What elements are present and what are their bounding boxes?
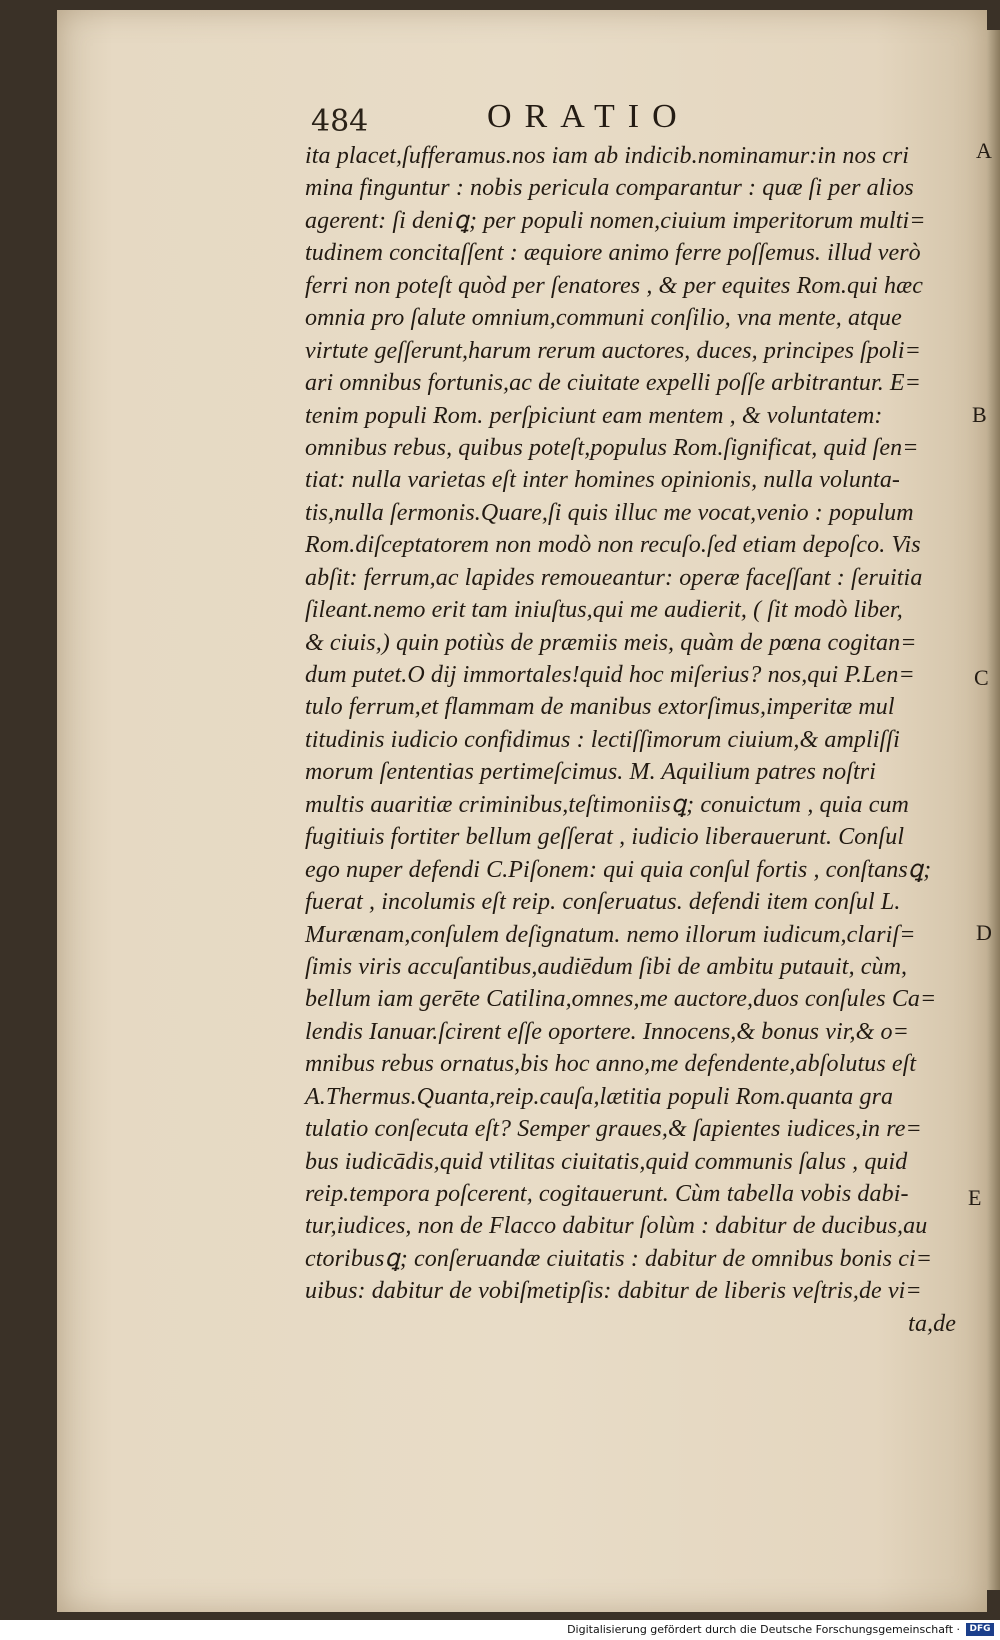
text-line: bellum iam gerēte Catilina,omnes,me auctore,duos conſules Ca=	[305, 986, 937, 1013]
page-number: 484	[311, 104, 369, 139]
margin-letter-a: A	[976, 138, 992, 163]
text-line: multis auaritiæ criminibus,teſtimoniisꝗ; conuictum , quia cum	[305, 791, 909, 818]
body-text	[305, 140, 970, 1340]
text-line: abſit: ferrum,ac lapides remoueantur: operæ faceſſant : ſeruitia	[305, 564, 923, 591]
text-line: tiat: nulla varietas eſt inter homines opinionis, nulla volunta-	[305, 467, 901, 494]
text-line: agerent: ſi deniꝗ; per populi nomen,ciuium imperitorum multi=	[305, 207, 926, 234]
text-line: & ciuis,) quin potiùs de præmiis meis, quàm de pœna cogitan=	[305, 629, 917, 656]
text-line: reip.tempora poſcerent, cogitauerunt. Cùm tabella vobis dabi-	[305, 1181, 909, 1207]
text-line: tur,iudices, non de Flacco dabitur ſolùm : dabitur de ducibus,au	[305, 1213, 928, 1240]
text-line: ſileant.nemo erit tam iniuſtus,qui me audierit, ( ſit modò liber,	[305, 597, 903, 624]
margin-letter-e: E	[968, 1185, 982, 1210]
text-line: mnibus rebus ornatus,bis hoc anno,me defendente,abſolutus eſt	[305, 1051, 917, 1078]
text-line: morum ſententias pertimeſcimus. M. Aquilium patres noſtri	[305, 759, 877, 786]
page-header	[305, 98, 765, 142]
text-line: tudinem concitaſſent : æquiore animo ferre poſſemus. illud verò	[305, 240, 921, 267]
running-head: ORATIO	[487, 98, 690, 135]
text-line: ari omnibus fortunis,ac de ciuitate expelli poſſe arbitrantur. E=	[305, 370, 921, 397]
text-line: tulatio conſecuta eſt? Semper graues,& ſapientes iudices,in re=	[305, 1116, 922, 1143]
text-line: ta,de	[908, 1310, 956, 1337]
text-line: virtute geſſerunt,harum rerum auctores, duces, principes ſpoli=	[305, 337, 921, 364]
text-line: tis,nulla ſermonis.Quare,ſi quis illuc me vocat,venio : populum	[305, 499, 914, 526]
text-line: omnia pro ſalute omnium,communi conſilio, vna mente, atque	[305, 305, 902, 332]
funding-credit: Digitalisierung gefördert durch die Deutsche Forschungsgemeinschaft ·	[567, 1623, 960, 1636]
footer-bar	[0, 1620, 1000, 1640]
text-line: tenim populi Rom. perſpiciunt eam mentem , & voluntatem:	[305, 402, 883, 429]
text-line: fuerat , incolumis eſt reip. conſeruatus. defendi item conſul L.	[305, 889, 901, 916]
text-line: ferri non poteſt quòd per ſenatores , & per equites Rom.qui hæc	[305, 272, 924, 299]
text-line: ita placet,ſufferamus.nos iam ab indicib.nominamur:in nos cri	[305, 143, 910, 169]
margin-letter-c: C	[974, 665, 989, 690]
text-line: dum putet.O dij immortales!quid hoc miſerius? nos,qui P.Len=	[305, 662, 915, 688]
text-line: Murænam,conſulem deſignatum. nemo illorum iudicum,clariſ=	[305, 921, 916, 948]
text-line: ctoribusꝗ; conſeruandæ ciuitatis : dabitur de omnibus bonis ci=	[305, 1245, 933, 1272]
text-line: ego nuper defendi C.Piſonem: qui quia conſul fortis , conſtansꝗ;	[305, 856, 932, 883]
text-line: ſimis viris accuſantibus,audiēdum ſibi de ambitu putauit, cùm,	[305, 953, 908, 980]
text-line: tulo ferrum,et flammam de manibus extorſimus,imperitæ mul	[305, 694, 895, 721]
text-line: fugitiuis fortiter bellum geſſerat , iudicio liberauerunt. Conſul	[305, 824, 905, 851]
text-line: bus iudicādis,quid vtilitas ciuitatis,quid communis ſalus , quid	[305, 1148, 908, 1175]
margin-letter-d: D	[976, 920, 992, 945]
text-line: omnibus rebus, quibus poteſt,populus Rom.ſignificat, quid ſen=	[305, 434, 919, 461]
text-line: mina finguntur : nobis pericula comparantur : quæ ſi per alios	[305, 175, 914, 202]
text-line: lendis Ianuar.ſcirent eſſe oportere. Innocens,& bonus vir,& o=	[305, 1018, 909, 1045]
margin-letter-b: B	[972, 402, 987, 427]
text-line: titudinis iudicio confidimus : lectiſſimorum ciuium,& ampliſſi	[305, 726, 900, 753]
text-line: A.Thermus.Quanta,reip.cauſa,lætitia populi Rom.quanta gra	[305, 1083, 894, 1110]
dfg-logo: DFG	[966, 1623, 994, 1636]
text-line: Rom.diſceptatorem non modò non recuſo.ſed etiam depoſco. Vis	[305, 532, 921, 559]
text-line: uibus: dabitur de vobiſmetipſis: dabitur de liberis veſtris,de vi=	[305, 1278, 922, 1305]
